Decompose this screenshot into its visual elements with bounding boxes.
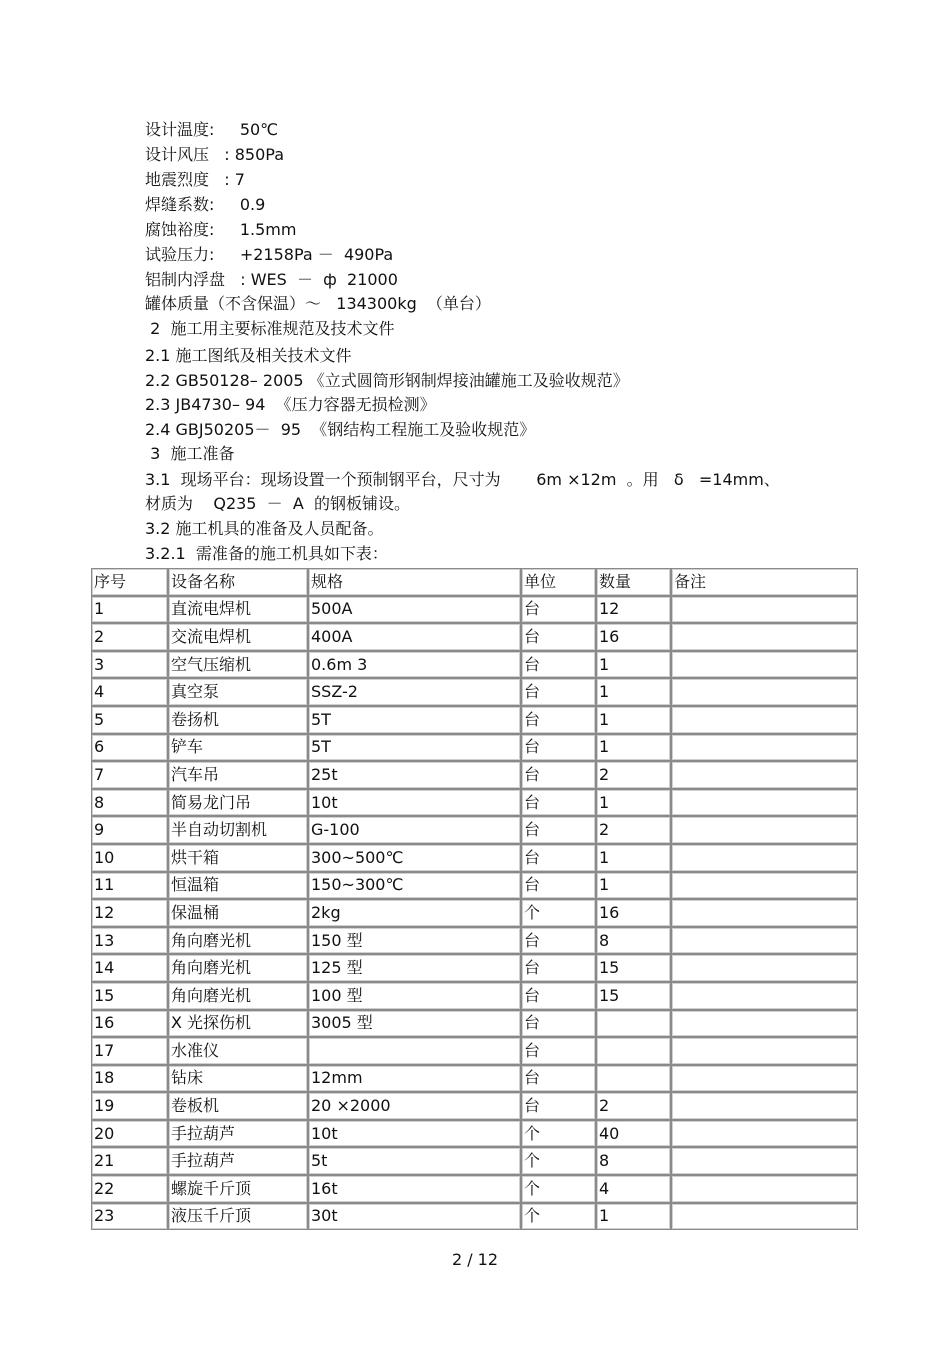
cell-name: 钻床: [168, 1065, 308, 1093]
table-row: [91, 678, 858, 706]
cell-name: 螺旋千斤顶: [168, 1175, 308, 1203]
cell-no: 22: [91, 1175, 168, 1203]
cell-unit: 台: [521, 954, 596, 982]
cell-name: 液压千斤顶: [168, 1203, 308, 1231]
cell-remark: [671, 872, 858, 900]
cell-unit: 台: [521, 789, 596, 817]
table-row: [91, 1147, 858, 1175]
table-row: [91, 623, 858, 651]
header-cell-unit: 单位: [521, 568, 596, 596]
cell-no: 8: [91, 789, 168, 817]
table-row: [91, 1120, 858, 1148]
cell-spec: 2kg: [308, 899, 521, 927]
cell-unit: 台: [521, 761, 596, 789]
cell-unit: 台: [521, 816, 596, 844]
cell-name: 保温桶: [168, 899, 308, 927]
cell-no: 3: [91, 651, 168, 679]
cell-name: 卷扬机: [168, 706, 308, 734]
header-cell-spec: 规格: [308, 568, 521, 596]
cell-spec: 5T: [308, 706, 521, 734]
table-row: [91, 844, 858, 872]
cell-unit: 个: [521, 899, 596, 927]
cell-unit: 台: [521, 1037, 596, 1065]
design-param-line: 设计温度: 50℃: [145, 120, 279, 139]
cell-name: 铲车: [168, 734, 308, 762]
table-row: [91, 761, 858, 789]
cell-remark: [671, 1037, 858, 1065]
cell-no: 14: [91, 954, 168, 982]
table-row: [91, 1092, 858, 1120]
cell-unit: 台: [521, 872, 596, 900]
cell-spec: 150 型: [308, 927, 521, 955]
cell-name: 水准仪: [168, 1037, 308, 1065]
cell-qty: 8: [596, 1147, 671, 1175]
cell-name: 直流电焊机: [168, 596, 308, 624]
cell-remark: [671, 623, 858, 651]
cell-qty: 4: [596, 1175, 671, 1203]
cell-qty: [596, 1010, 671, 1038]
cell-spec: SSZ-2: [308, 678, 521, 706]
cell-no: 2: [91, 623, 168, 651]
table-row: [91, 734, 858, 762]
table-row: [91, 651, 858, 679]
cell-unit: 台: [521, 734, 596, 762]
cell-no: 20: [91, 1120, 168, 1148]
cell-spec: 400A: [308, 623, 521, 651]
cell-qty: 1: [596, 1203, 671, 1231]
cell-remark: [671, 678, 858, 706]
cell-spec: 0.6m 3: [308, 651, 521, 679]
cell-no: 10: [91, 844, 168, 872]
cell-remark: [671, 1203, 858, 1231]
cell-spec: 12mm: [308, 1065, 521, 1093]
cell-remark: [671, 816, 858, 844]
cell-name: 空气压缩机: [168, 651, 308, 679]
cell-no: 18: [91, 1065, 168, 1093]
table-row: [91, 927, 858, 955]
cell-qty: 1: [596, 678, 671, 706]
cell-remark: [671, 954, 858, 982]
cell-unit: 台: [521, 623, 596, 651]
cell-no: 1: [91, 596, 168, 624]
cell-no: 16: [91, 1010, 168, 1038]
cell-remark: [671, 789, 858, 817]
cell-qty: 2: [596, 816, 671, 844]
design-param-line: 焊缝系数: 0.9: [145, 195, 266, 214]
cell-remark: [671, 706, 858, 734]
table-row: [91, 1037, 858, 1065]
cell-no: 21: [91, 1147, 168, 1175]
cell-name: 手拉葫芦: [168, 1120, 308, 1148]
cell-spec: 125 型: [308, 954, 521, 982]
cell-no: 6: [91, 734, 168, 762]
cell-remark: [671, 1175, 858, 1203]
cell-no: 19: [91, 1092, 168, 1120]
header-cell-name: 设备名称: [168, 568, 308, 596]
cell-spec: [308, 1037, 521, 1065]
cell-qty: 40: [596, 1120, 671, 1148]
cell-qty: 2: [596, 1092, 671, 1120]
cell-qty: 8: [596, 927, 671, 955]
cell-qty: [596, 1065, 671, 1093]
cell-no: 7: [91, 761, 168, 789]
table-row: [91, 789, 858, 817]
cell-unit: 台: [521, 927, 596, 955]
cell-unit: 台: [521, 678, 596, 706]
cell-spec: 3005 型: [308, 1010, 521, 1038]
table-row: [91, 1065, 858, 1093]
header-cell-no: 序号: [91, 568, 168, 596]
cell-unit: 台: [521, 1065, 596, 1093]
cell-spec: 10t: [308, 789, 521, 817]
section-2-item: 2.4 GBJ50205－ 95 《钢结构工程施工及验收规范》: [145, 420, 536, 439]
design-param-line: 罐体质量（不含保温）～ 134300kg （单台）: [145, 294, 491, 313]
cell-remark: [671, 927, 858, 955]
design-param-line: 地震烈度 : 7: [145, 170, 245, 189]
cell-name: 卷板机: [168, 1092, 308, 1120]
cell-spec: 30t: [308, 1203, 521, 1231]
cell-spec: 5t: [308, 1147, 521, 1175]
cell-qty: 1: [596, 734, 671, 762]
cell-remark: [671, 1010, 858, 1038]
cell-remark: [671, 1120, 858, 1148]
header-cell-qty: 数量: [596, 568, 671, 596]
cell-spec: 100 型: [308, 982, 521, 1010]
cell-remark: [671, 1147, 858, 1175]
cell-spec: 150~300℃: [308, 872, 521, 900]
cell-name: 交流电焊机: [168, 623, 308, 651]
cell-name: 恒温箱: [168, 872, 308, 900]
cell-no: 9: [91, 816, 168, 844]
cell-name: 角向磨光机: [168, 954, 308, 982]
cell-qty: [596, 1037, 671, 1065]
cell-spec: 5T: [308, 734, 521, 762]
table-row: [91, 872, 858, 900]
design-param-line: 设计风压 : 850Pa: [145, 145, 285, 164]
cell-remark: [671, 761, 858, 789]
cell-name: 半自动切割机: [168, 816, 308, 844]
section-3-heading: 3 施工准备: [145, 444, 235, 463]
table-row: [91, 1010, 858, 1038]
section-2-heading: 2 施工用主要标准规范及技术文件: [145, 319, 395, 338]
cell-qty: 15: [596, 954, 671, 982]
cell-unit: 个: [521, 1147, 596, 1175]
cell-spec: 16t: [308, 1175, 521, 1203]
cell-remark: [671, 1092, 858, 1120]
cell-unit: 个: [521, 1203, 596, 1231]
cell-qty: 15: [596, 982, 671, 1010]
cell-name: 真空泵: [168, 678, 308, 706]
cell-unit: 台: [521, 651, 596, 679]
design-param-line: 腐蚀裕度: 1.5mm: [145, 220, 297, 239]
cell-qty: 1: [596, 844, 671, 872]
section-3-2-1-text: 3.2.1 需准备的施工机具如下表：: [145, 544, 388, 563]
cell-remark: [671, 982, 858, 1010]
section-2-item: 2.2 GB50128– 2005 《立式圆筒形钢制焊接油罐施工及验收规范》: [145, 371, 629, 390]
table-row: [91, 982, 858, 1010]
table-row: [91, 1203, 858, 1231]
cell-qty: 1: [596, 651, 671, 679]
cell-no: 17: [91, 1037, 168, 1065]
cell-unit: 台: [521, 706, 596, 734]
cell-name: 手拉葫芦: [168, 1147, 308, 1175]
cell-qty: 1: [596, 872, 671, 900]
cell-no: 15: [91, 982, 168, 1010]
section-2-item: 2.1 施工图纸及相关技术文件: [145, 346, 352, 365]
cell-no: 5: [91, 706, 168, 734]
cell-name: X 光探伤机: [168, 1010, 308, 1038]
header-cell-remark: 备注: [671, 568, 858, 596]
cell-spec: 300~500℃: [308, 844, 521, 872]
cell-no: 12: [91, 899, 168, 927]
table-row: [91, 899, 858, 927]
cell-remark: [671, 899, 858, 927]
cell-remark: [671, 596, 858, 624]
cell-qty: 2: [596, 761, 671, 789]
cell-name: 汽车吊: [168, 761, 308, 789]
cell-remark: [671, 844, 858, 872]
table-row: [91, 1175, 858, 1203]
cell-unit: 台: [521, 596, 596, 624]
cell-no: 23: [91, 1203, 168, 1231]
cell-remark: [671, 734, 858, 762]
cell-qty: 16: [596, 623, 671, 651]
section-2-item: 2.3 JB4730– 94 《压力容器无损检测》: [145, 395, 436, 414]
design-param-line: 试验压力: +2158Pa － 490Pa: [145, 245, 394, 264]
table-row: [91, 596, 858, 624]
cell-no: 4: [91, 678, 168, 706]
cell-qty: 1: [596, 789, 671, 817]
cell-qty: 12: [596, 596, 671, 624]
cell-qty: 1: [596, 706, 671, 734]
design-param-line: 铝制内浮盘 : WES － ф 21000: [145, 270, 398, 289]
cell-unit: 台: [521, 1092, 596, 1120]
page-indicator: 2 / 12: [451, 1250, 499, 1269]
cell-name: 角向磨光机: [168, 927, 308, 955]
equipment-table: [91, 568, 858, 1230]
table-row: [91, 816, 858, 844]
cell-spec: G-100: [308, 816, 521, 844]
cell-unit: 台: [521, 844, 596, 872]
cell-unit: 个: [521, 1120, 596, 1148]
cell-unit: 台: [521, 982, 596, 1010]
cell-name: 烘干箱: [168, 844, 308, 872]
cell-remark: [671, 651, 858, 679]
cell-no: 11: [91, 872, 168, 900]
cell-name: 角向磨光机: [168, 982, 308, 1010]
section-3-1-text-cont: 材质为 Q235 － A 的钢板铺设。: [145, 494, 410, 513]
cell-spec: 20 ×2000: [308, 1092, 521, 1120]
table-row: [91, 954, 858, 982]
cell-qty: 16: [596, 899, 671, 927]
cell-no: 13: [91, 927, 168, 955]
cell-spec: 500A: [308, 596, 521, 624]
table-header-row: [91, 568, 858, 596]
cell-spec: 25t: [308, 761, 521, 789]
section-3-1-text: 3.1 现场平台：现场设置一个预制钢平台，尺寸为 6m ×12m 。用 δ =14mm、: [145, 470, 780, 489]
cell-unit: 个: [521, 1175, 596, 1203]
cell-unit: 台: [521, 1010, 596, 1038]
cell-spec: 10t: [308, 1120, 521, 1148]
cell-remark: [671, 1065, 858, 1093]
table-row: [91, 706, 858, 734]
section-3-2-text: 3.2 施工机具的准备及人员配备。: [145, 519, 384, 538]
cell-name: 简易龙门吊: [168, 789, 308, 817]
